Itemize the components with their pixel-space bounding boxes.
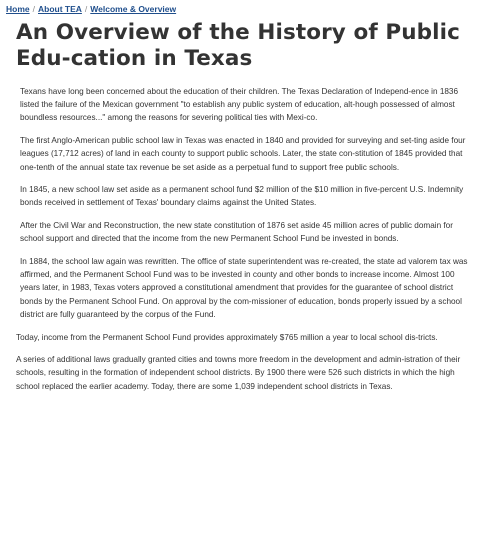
paragraph-fund-income-today: Today, income from the Permanent School Fund provides approximately $765 million a year to local school dis-tricts. bbox=[16, 332, 438, 342]
paragraph-constitution-1876: After the Civil War and Reconstruction, the new state constitution of 1876 set aside 45 million acres of public domain for school support and directed that the income from the new Permanent School Fund be invested in bonds. bbox=[20, 221, 453, 244]
paragraph-permanent-school-fund-1845: In 1845, a new school law set aside as a permanent school fund $2 million of the $10 million in five-percent U.S. Indemnity bonds received in settlement of Texas' boundary claims against the United States. bbox=[20, 185, 464, 208]
paragraph-first-school-law: The first Anglo-American public school law in Texas was enacted in 1840 and provided for surveying and set-ting aside four leagues (17,712 acres) of land in each county to support public schools. Later, the state con-stitution of 1845 provided that one-tenth of the annual state tax revenue be set aside as a perpetual fund to support free public schools. bbox=[20, 136, 466, 172]
article-body bbox=[0, 85, 479, 402]
paragraph-declaration-of-independence: Texans have long been concerned about the education of their children. The Texas Declaration of Independ-ence in 1836 listed the failure of the Mexican government "to establish any public system of education, alt-hough possessed of almost boundless resources..." among the reasons for severing political ties with Mexi-co. bbox=[20, 87, 459, 123]
page-title: An Overview of the History of Public Edu-cation in Texas bbox=[16, 20, 460, 71]
breadcrumb-separator: / bbox=[84, 4, 88, 14]
breadcrumb-link-about-tea[interactable]: About TEA bbox=[38, 4, 82, 14]
paragraph-independent-school-districts: A series of additional laws gradually granted cities and towns more freedom in the development and admin-istration of their schools, resulting in the formation of independent school districts. By 1900 there were 526 such districts in which the high school replaced the earlier academy. Today, there are some 1,039 independent school districts in Texas. bbox=[16, 355, 461, 391]
breadcrumb-link-welcome-overview[interactable]: Welcome & Overview bbox=[90, 4, 177, 14]
breadcrumb-link-home[interactable]: Home bbox=[6, 4, 30, 14]
breadcrumb-separator: / bbox=[32, 4, 35, 14]
breadcrumb bbox=[6, 3, 176, 15]
paragraph-school-law-1884: In 1884, the school law again was rewritten. The office of state superintendent was re-created, the state ad valorem tax was affirmed, and the Permanent School Fund was to be invested in county and other bonds to increase income. Almost 100 years later, in 1983, Texas voters approved a constitutional amendment that provides for the guarantee of school district bonds by the Permanent School Fund. On approval by the com-missioner of education, bonds properly issued by a school district are fully guaranteed by the corpus of the Fund. bbox=[20, 257, 468, 319]
